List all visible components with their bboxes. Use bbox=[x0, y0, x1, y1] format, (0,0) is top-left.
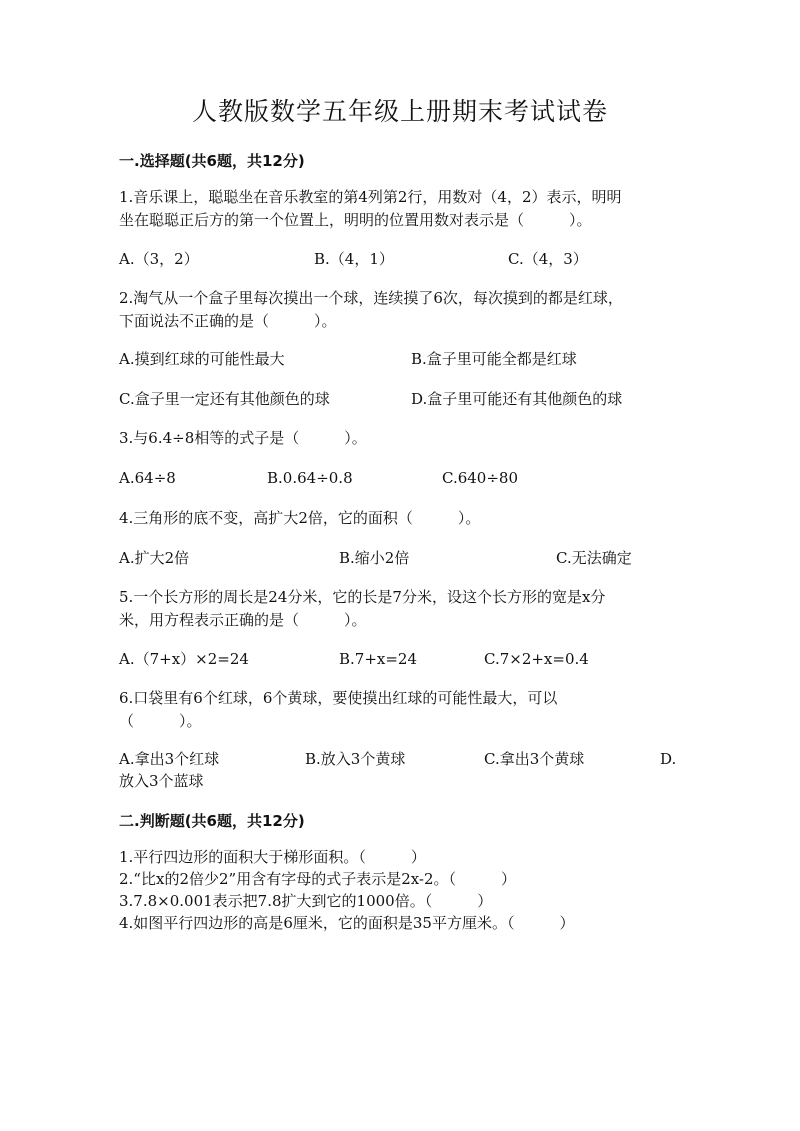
question-2 bbox=[119, 287, 689, 333]
question-1 bbox=[119, 186, 689, 232]
question-6 bbox=[119, 687, 689, 733]
question-5 bbox=[119, 586, 689, 632]
page-title: 人教版数学五年级上册期末考试试卷 bbox=[191, 97, 608, 126]
question-3-option-a: A.64÷8 bbox=[119, 469, 176, 487]
question-2-option-a: A.摸到红球的可能性最大 bbox=[119, 350, 285, 368]
question-6-option-d-text: 放入3个蓝球 bbox=[119, 772, 204, 790]
question-3: 3.与6.4÷8相等的式子是（ ）。 bbox=[119, 429, 367, 447]
question-2-line-1: 2.淘气从一个盒子里每次摸出一个球，连续摸了6次，每次摸到的都是红球， bbox=[119, 289, 623, 307]
question-5-line-1: 5.一个长方形的周长是24分米，它的长是7分米，设这个长方形的宽是x分 bbox=[119, 588, 606, 606]
question-5-line-2: 米，用方程表示正确的是（ ）。 bbox=[119, 611, 367, 629]
question-1-line-2: 坐在聪聪正后方的第一个位置上，明明的位置用数对表示是（ ）。 bbox=[119, 211, 592, 229]
question-1-option-c: C.（4，3） bbox=[508, 250, 588, 268]
question-4-option-a: A.扩大2倍 bbox=[119, 549, 190, 567]
question-6-line-2: （ ）。 bbox=[119, 712, 202, 730]
question-3-option-c: C.640÷80 bbox=[442, 469, 518, 487]
question-4: 4.三角形的底不变，高扩大2倍，它的面积（ ）。 bbox=[119, 509, 481, 527]
question-6-option-a: A.拿出3个红球 bbox=[119, 750, 220, 768]
question-1-line-1: 1.音乐课上，聪聪坐在音乐教室的第4列第2行，用数对（4，2）表示，明明 bbox=[119, 188, 622, 206]
question-2-line-2: 下面说法不正确的是（ ）。 bbox=[119, 312, 337, 330]
section-heading-judgment: 二.判断题(共6题，共12分) bbox=[119, 812, 305, 830]
judgment-item-4: 4.如图平行四边形的高是6厘米，它的面积是35平方厘米。（ ） bbox=[119, 914, 575, 932]
question-2-option-c: C.盒子里一定还有其他颜色的球 bbox=[119, 390, 330, 408]
question-4-option-c: C.无法确定 bbox=[556, 549, 632, 567]
question-2-option-d: D.盒子里可能还有其他颜色的球 bbox=[411, 390, 623, 408]
question-2-option-b: B.盒子里可能全都是红球 bbox=[411, 350, 577, 368]
question-4-option-b: B.缩小2倍 bbox=[339, 549, 410, 567]
question-3-option-b: B.0.64÷0.8 bbox=[267, 469, 353, 487]
question-5-option-a: A.（7+x）×2=24 bbox=[119, 650, 249, 668]
question-1-option-a: A.（3，2） bbox=[119, 250, 199, 268]
judgment-item-3: 3.7.8×0.001表示把7.8扩大到它的1000倍。（ ） bbox=[119, 892, 493, 910]
question-5-option-b: B.7+x=24 bbox=[339, 650, 418, 668]
question-1-option-b: B.（4，1） bbox=[314, 250, 394, 268]
question-6-option-d: D. bbox=[660, 750, 677, 768]
question-5-option-c: C.7×2+x=0.4 bbox=[484, 650, 589, 668]
judgment-item-2: 2.“比x的2倍少2”用含有字母的式子表示是2x-2。（ ） bbox=[119, 870, 517, 888]
section-heading-choice: 一.选择题(共6题，共12分) bbox=[119, 152, 305, 170]
judgment-item-1: 1.平行四边形的面积大于梯形面积。（ ） bbox=[119, 848, 426, 866]
question-6-line-1: 6.口袋里有6个红球，6个黄球，要使摸出红球的可能性最大，可以 bbox=[119, 689, 558, 707]
question-6-option-c: C.拿出3个黄球 bbox=[484, 750, 585, 768]
question-6-option-b: B.放入3个黄球 bbox=[305, 750, 406, 768]
judgment-list bbox=[119, 846, 689, 934]
